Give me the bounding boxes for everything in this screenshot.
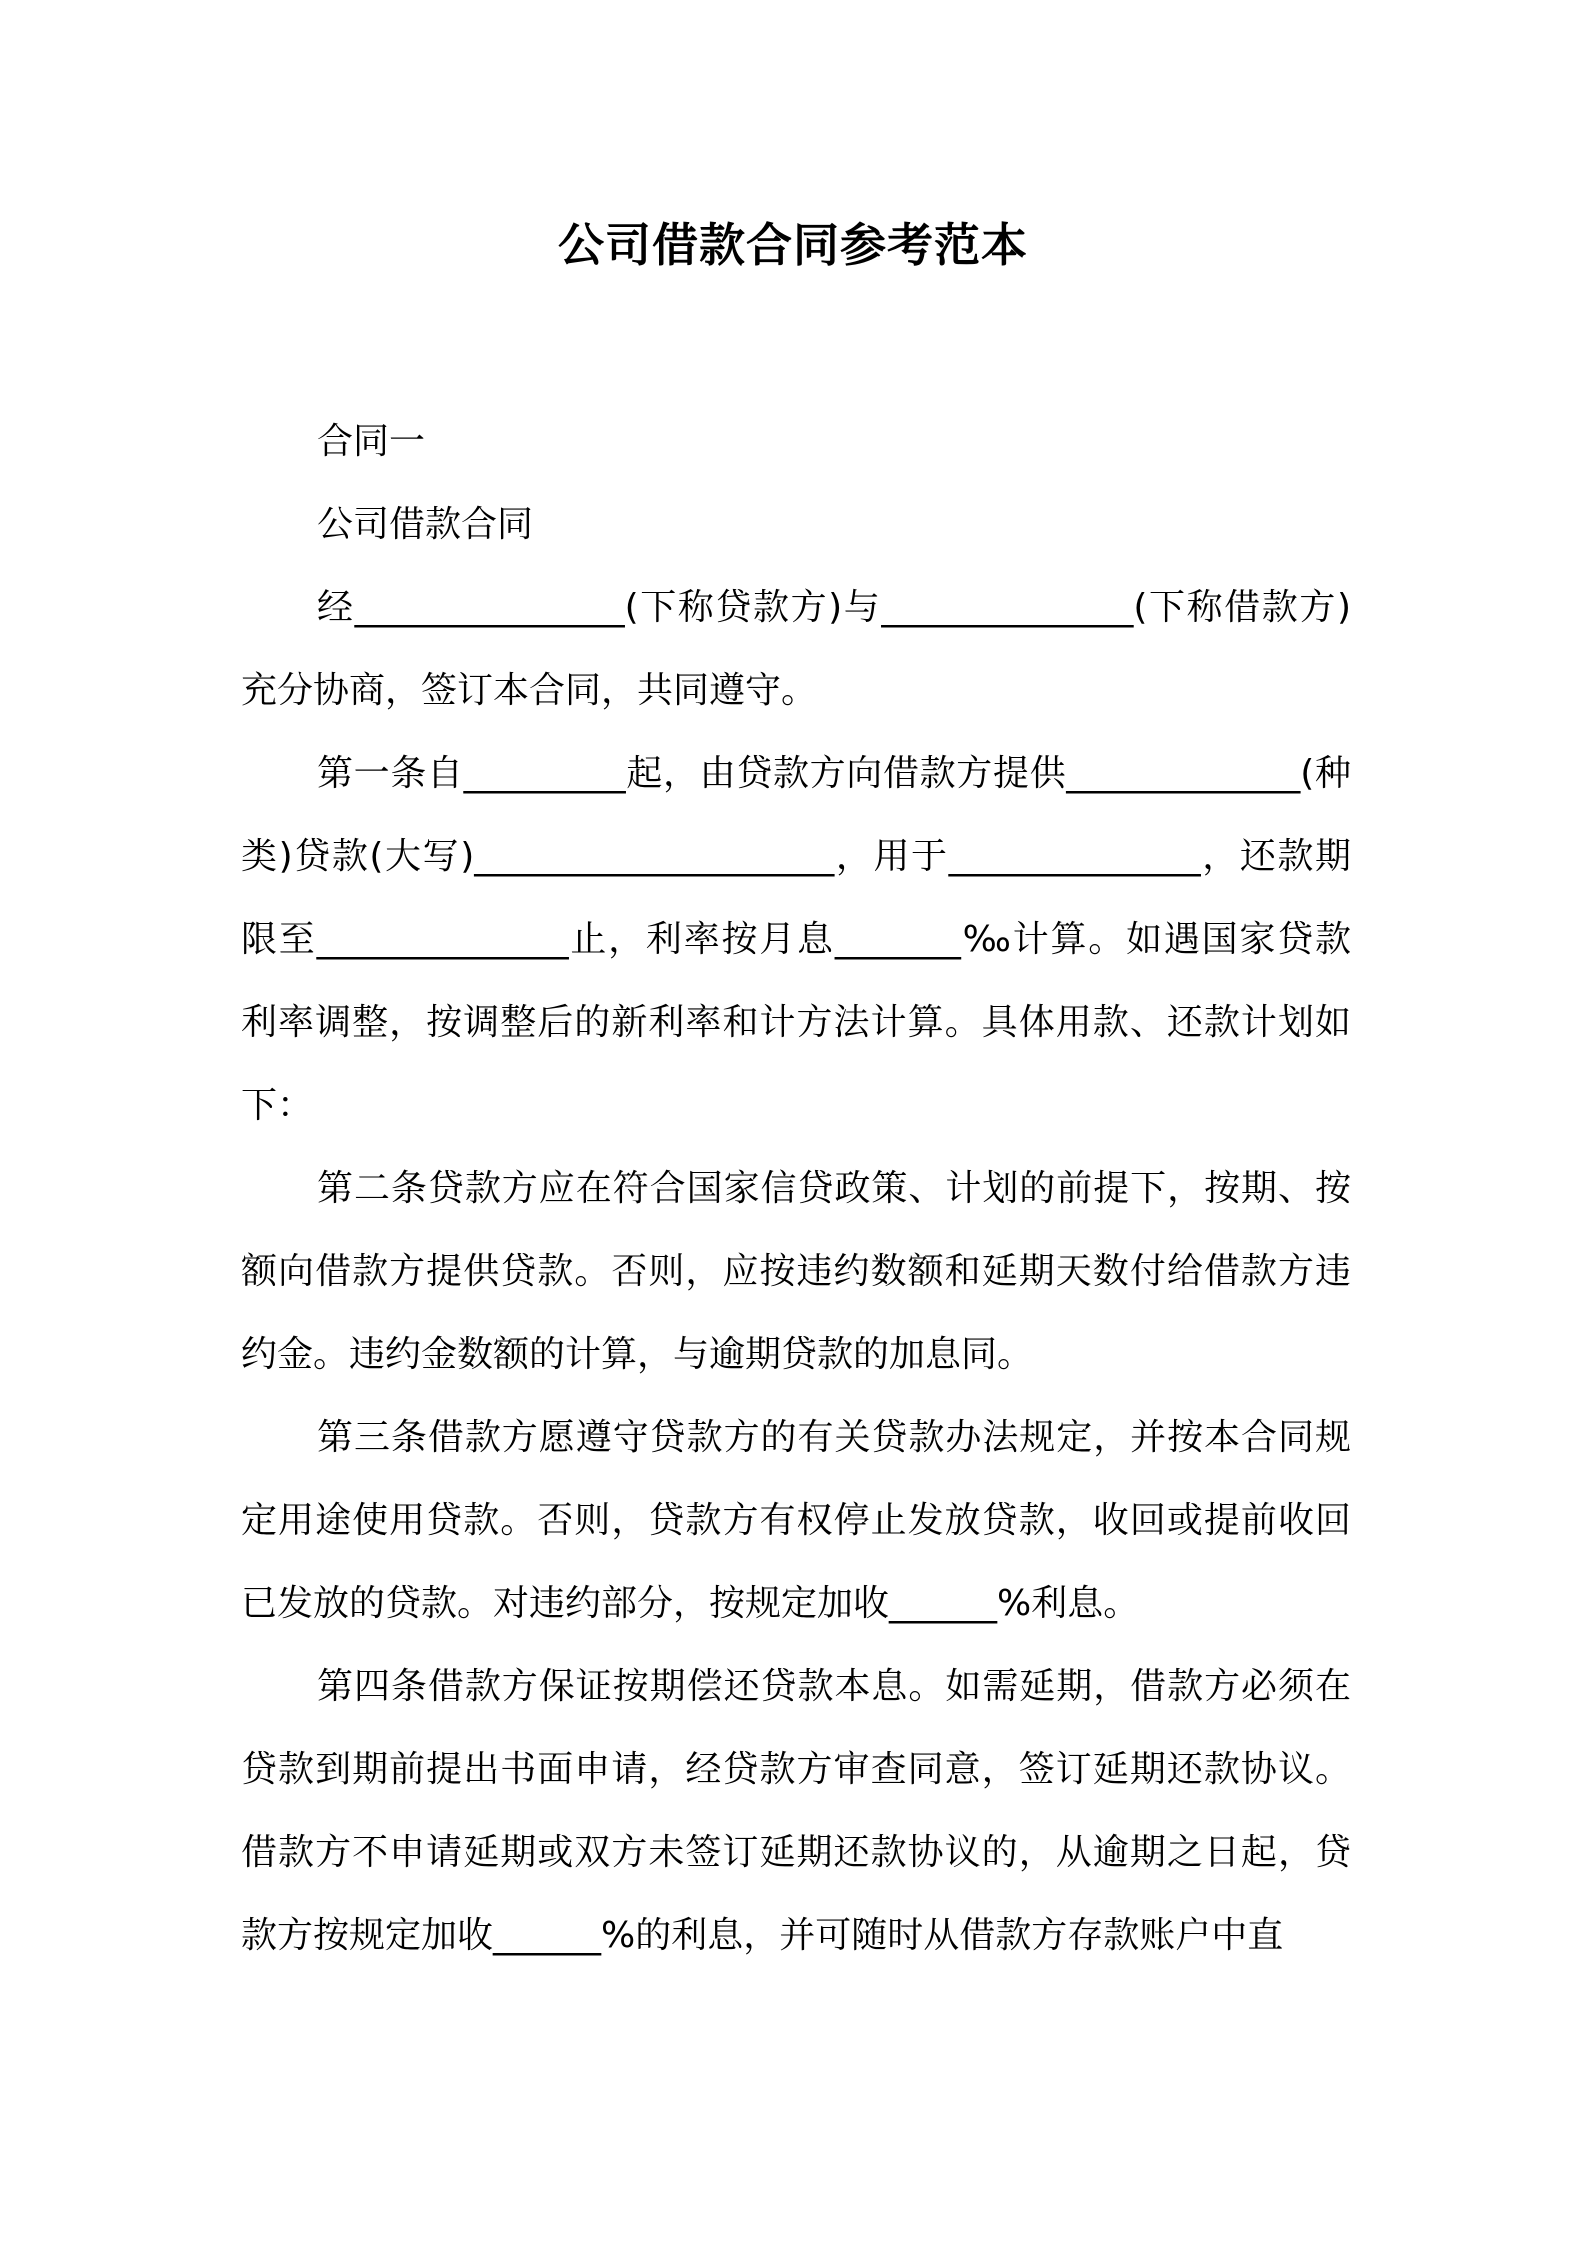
paragraph-article-1: 第一条自_________起，由贷款方向借款方提供_____________(种类)贷款(大写)____________________，用于______________，还款期限至______________止，利率按月息_______‰计算。如遇国家贷款利率调整，按调整后的新利率和计方法计算。具体用款、还款计划如下： (241, 753, 1351, 1126)
section-label: 合同一 (317, 421, 426, 462)
paragraph-article-4: 第四条借款方保证按期偿还贷款本息。如需延期，借款方必须在贷款到期前提出书面申请，经贷款方审查同意，签订延期还款协议。借款方不申请延期或双方未签订延期还款协议的，从逾期之日起，贷款方按规定加收______%的利息，并可随时从借款方存款账户中直 (241, 1666, 1351, 1956)
paragraph-preamble: 经_______________(下称贷款方)与______________(下称借款方)充分协商，签订本合同，共同遵守。 (241, 587, 1351, 711)
paragraph-article-3: 第三条借款方愿遵守贷款方的有关贷款办法规定，并按本合同规定用途使用贷款。否则，贷款方有权停止发放贷款，收回或提前收回已发放的贷款。对违约部分，按规定加收______%利息。 (241, 1417, 1351, 1624)
document-body (241, 400, 1351, 1977)
document-title: 公司借款合同参考范本 (558, 218, 1028, 272)
paragraph-article-2: 第二条贷款方应在符合国家信贷政策、计划的前提下，按期、按额向借款方提供贷款。否则，应按违约数额和延期天数付给借款方违约金。违约金数额的计算，与逾期贷款的加息同。 (241, 1168, 1351, 1375)
contract-name: 公司借款合同 (317, 504, 534, 545)
